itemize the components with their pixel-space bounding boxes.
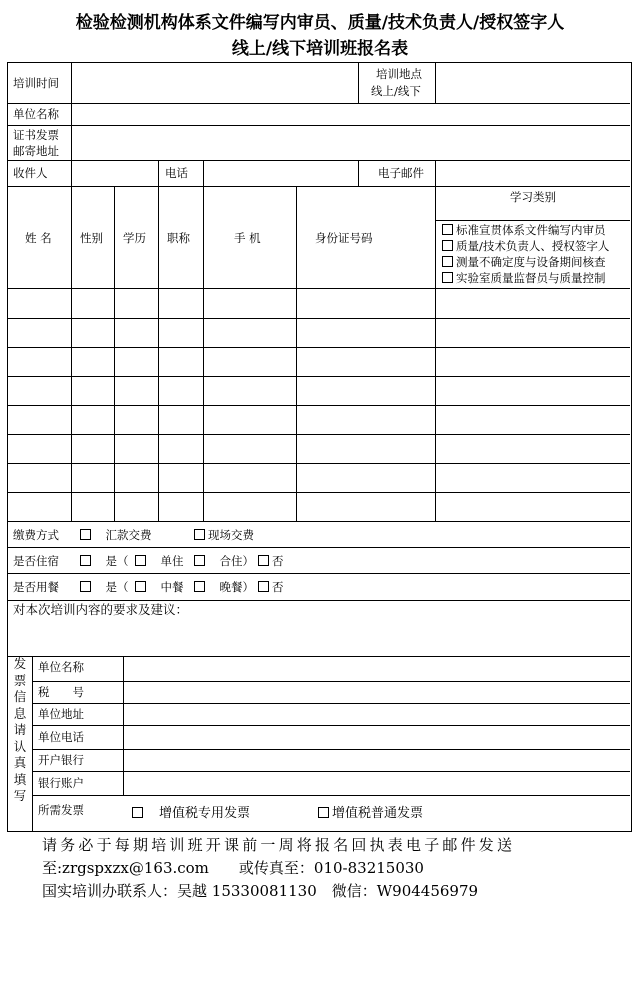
payment-label: 缴费方式 — [13, 528, 59, 542]
invoice-tax-no-label: 税 号 — [38, 685, 84, 699]
phone-label: 电话 — [165, 166, 188, 180]
invoice-special-option[interactable]: 增值税专用发票 — [132, 802, 250, 821]
invoice-unit-name-label: 单位名称 — [38, 660, 84, 674]
col-title: 职称 — [167, 231, 190, 245]
invoice-side-label: 发 票 信 息 请 认 真 填 写 — [13, 656, 27, 803]
lodging-single-option[interactable]: 单住 — [135, 553, 184, 569]
meals-yes-option[interactable]: 是（ — [80, 579, 129, 595]
checkbox-icon — [442, 256, 453, 267]
meals-label: 是否用餐 — [13, 580, 59, 594]
recipient-label: 收件人 — [13, 166, 48, 180]
col-gender: 性别 — [80, 231, 103, 245]
suggestions-label: 对本次培训内容的要求及建议： — [13, 602, 189, 617]
study-type-option-4[interactable]: 实验室质量监督员与质量控制 — [442, 271, 606, 285]
invoice-phone-label: 单位电话 — [38, 730, 84, 744]
checkbox-icon — [194, 555, 205, 566]
checkbox-icon — [258, 581, 269, 592]
cert-address-label-2: 邮寄地址 — [13, 144, 59, 158]
checkbox-icon — [442, 224, 453, 235]
footer-line-1: 请务必于每期培训班开课前一周将报名回执表电子邮件发送 — [42, 836, 516, 854]
invoice-bank-label: 开户银行 — [38, 753, 84, 767]
unit-name-label: 单位名称 — [13, 107, 59, 121]
meals-no-option[interactable]: 否 — [258, 579, 284, 595]
payment-remit-option[interactable]: 汇款交费 — [80, 527, 152, 543]
checkbox-icon — [80, 529, 91, 540]
checkbox-icon — [80, 555, 91, 566]
study-type-option-3[interactable]: 测量不确定度与设备期间核查 — [442, 255, 606, 269]
lodging-shared-option[interactable]: 合住） — [194, 553, 254, 569]
cert-address-label: 证书发票 — [13, 128, 59, 142]
study-type-option-1[interactable]: 标准宣贯体系文件编写内审员 — [442, 223, 606, 237]
footer-line-2: 至:zrgspxzx@163.com 或传真至：010-83215030 — [42, 859, 424, 877]
email-label: 电子邮件 — [378, 166, 424, 180]
checkbox-icon — [135, 581, 146, 592]
checkbox-icon — [194, 529, 205, 540]
checkbox-icon — [442, 272, 453, 283]
payment-onsite-option[interactable]: 现场交费 — [194, 527, 254, 543]
col-name: 姓 名 — [25, 231, 52, 245]
footer-line-3: 国实培训办联系人：吴越 15330081130 微信：W904456979 — [42, 882, 479, 900]
lodging-label: 是否住宿 — [13, 554, 59, 568]
checkbox-icon — [318, 807, 329, 818]
lodging-yes-option[interactable]: 是（ — [80, 553, 129, 569]
training-mode-label: 线上/线下 — [371, 84, 421, 98]
col-mobile: 手 机 — [234, 231, 261, 245]
checkbox-icon — [80, 581, 91, 592]
checkbox-icon — [442, 240, 453, 251]
col-id-number: 身份证号码 — [315, 231, 373, 245]
invoice-account-label: 银行账户 — [38, 776, 84, 790]
study-type-header: 学习类别 — [510, 190, 556, 204]
col-education: 学历 — [123, 231, 146, 245]
meals-dinner-option[interactable]: 晚餐） — [194, 579, 254, 595]
checkbox-icon — [258, 555, 269, 566]
invoice-address-label: 单位地址 — [38, 707, 84, 721]
form-title-line2: 线上/线下培训班报名表 — [231, 39, 409, 59]
invoice-needed-label: 所需发票 — [38, 803, 84, 817]
form-title-line1: 检验检测机构体系文件编写内审员、质量/技术负责人/授权签字人 — [75, 13, 565, 33]
checkbox-icon — [194, 581, 205, 592]
meals-lunch-option[interactable]: 中餐 — [135, 579, 184, 595]
training-place-label: 培训地点 — [376, 67, 422, 81]
lodging-no-option[interactable]: 否 — [258, 553, 284, 569]
training-time-label: 培训时间 — [13, 76, 59, 90]
checkbox-icon — [135, 555, 146, 566]
registration-form — [7, 62, 632, 832]
checkbox-icon — [132, 807, 143, 818]
invoice-normal-option[interactable]: 增值税普通发票 — [318, 802, 423, 821]
study-type-option-2[interactable]: 质量/技术负责人、授权签字人 — [442, 239, 609, 253]
